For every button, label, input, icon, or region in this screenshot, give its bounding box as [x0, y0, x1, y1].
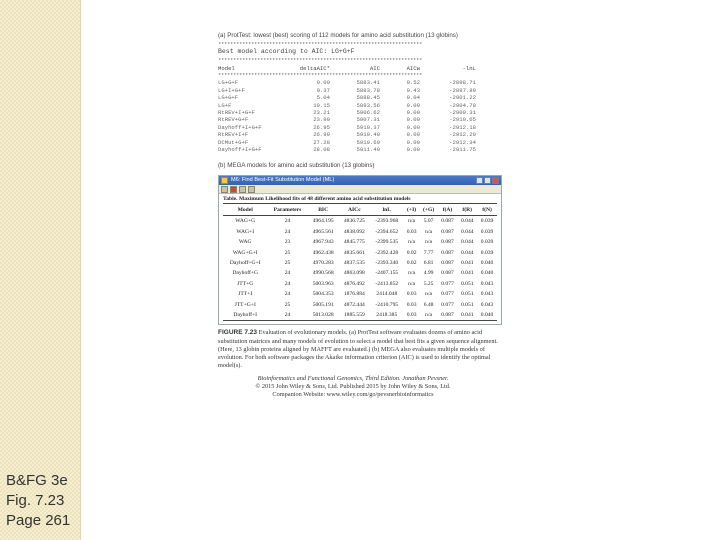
table-cell: 5883.41: [356, 79, 380, 87]
table-cell: -2898.71: [449, 79, 476, 87]
table-cell: 25: [284, 301, 291, 308]
figure-page: [218, 32, 500, 400]
table-cell: 0.087: [438, 310, 458, 321]
figure-caption-text: Evaluation of evolutionary models. (a) ProtTest software evaluates dozens of amino acid substitution matrices and many models of evolution to select a model that best fits a given sequence alignment. (Here, 13 globin proteins aligned by MAFFT are evaluated.) (b) MEGA also evaluates multiple models of evolution. For both software packages the Akaike information criterion (AIC) is used to identify the optimal model(s).: [218, 329, 498, 370]
table-cell: 5004.353: [312, 291, 334, 298]
table-cell: 0.37: [316, 86, 330, 94]
table-row: [223, 237, 497, 247]
table-cell: n/a: [425, 228, 432, 235]
close-icon[interactable]: [492, 177, 499, 184]
table-row: [223, 247, 497, 257]
table-row: [218, 102, 500, 109]
table-cell: 5.25: [423, 280, 434, 287]
table-cell: 0.00: [406, 101, 420, 109]
table-cell: 4872.444: [343, 301, 365, 308]
maximize-icon[interactable]: [484, 177, 491, 184]
table-cell: -2904.78: [449, 101, 476, 109]
table-cell: 0.077: [441, 301, 454, 308]
table-cell: 0.039: [480, 218, 494, 225]
table-row: [223, 216, 497, 227]
table-row: [223, 289, 497, 299]
table-cell: 4962.438: [312, 249, 334, 256]
table-cell: 6.48: [423, 301, 434, 308]
prottest-header: [218, 65, 500, 72]
table-cell: WAG+G+I: [232, 249, 258, 256]
table-cell: 6.81: [423, 260, 434, 267]
slide-reference: [6, 471, 70, 531]
table-cell: 0.03: [406, 228, 417, 235]
col-header: Model: [218, 65, 235, 72]
table-cell: -2399.535: [375, 239, 399, 246]
table-cell: -2897.89: [449, 86, 476, 94]
table-cell: 0.041: [457, 310, 477, 321]
table-cell: 0.087: [441, 239, 454, 246]
table-cell: -2911.75: [449, 145, 476, 153]
table-cell: 4836.725: [343, 218, 365, 225]
reference-line-page: Page 261: [6, 512, 71, 529]
figure-caption: [218, 329, 500, 370]
table-cell: 25: [284, 260, 291, 267]
col-header: (+G): [420, 204, 438, 216]
table-cell: 0.03: [406, 301, 417, 308]
table-cell: WAG+I: [236, 228, 255, 235]
mega-table: [223, 203, 497, 321]
table-cell: 23.21: [313, 108, 330, 116]
table-row: [223, 227, 497, 237]
table-cell: 0.043: [480, 280, 494, 287]
table-cell: 4964.195: [312, 218, 334, 225]
table-cell: 4835.661: [343, 249, 365, 256]
table-cell: -2909.31: [449, 108, 476, 116]
table-cell: n/a: [425, 291, 432, 298]
table-cell: JTT+G: [237, 280, 254, 287]
table-cell: RtREV+G+F: [218, 116, 249, 124]
col-header: deltaAIC*: [299, 65, 330, 72]
table-cell: 5907.31: [356, 116, 380, 124]
table-cell: 0.00: [406, 131, 420, 139]
table-cell: 0.041: [460, 270, 474, 277]
table-cell: 0.040: [477, 310, 497, 321]
table-cell: n/a: [425, 239, 432, 246]
table-cell: 0.03: [404, 310, 420, 321]
col-header: f(N): [477, 204, 497, 216]
table-row: [218, 146, 500, 153]
table-cell: -2410.795: [375, 301, 399, 308]
export-icon[interactable]: [230, 186, 237, 193]
table-cell: -2393.340: [375, 260, 399, 267]
table-cell: -2413.852: [375, 280, 399, 287]
table-cell: Dayhoff+G: [232, 270, 259, 277]
table-cell: 0.039: [480, 228, 494, 235]
table-cell: 0.051: [460, 301, 474, 308]
window-controls: [476, 177, 499, 184]
table-cell: 5910.37: [356, 123, 380, 131]
table-row: [223, 279, 497, 289]
table-cell: 0.087: [441, 260, 454, 267]
table-cell: 0.02: [406, 249, 417, 256]
table-cell: 0.00: [406, 116, 420, 124]
table-cell: Dayhoff+I: [223, 310, 267, 321]
table-cell: 0.044: [460, 228, 474, 235]
window-title: M6: Find Best-Fit Substitution Model (ML): [231, 177, 335, 184]
app-icon: [221, 177, 228, 184]
table-cell: -2901.22: [449, 94, 476, 102]
table-cell: LG+I+G+F: [218, 86, 245, 94]
col-header: f(R): [457, 204, 477, 216]
table-cell: 0.52: [406, 79, 420, 87]
table-cell: -2392.428: [375, 249, 399, 256]
table-cell: 0.039: [480, 249, 494, 256]
table-cell: 1885.559: [339, 310, 370, 321]
table-cell: 0.00: [406, 138, 420, 146]
decorative-sidebar: [0, 0, 81, 540]
table-cell: n/a: [420, 310, 438, 321]
table-cell: 5910.40: [356, 131, 380, 139]
table-cell: n/a: [408, 280, 416, 287]
table-cell: DCMut+G+F: [218, 138, 249, 146]
table-cell: 5888.45: [356, 94, 380, 102]
table-cell: 4990.568: [312, 270, 334, 277]
table-cell: RtREV+I+G+F: [218, 108, 255, 116]
table-cell: 0.087: [441, 228, 454, 235]
table-cell: LG+F: [218, 101, 232, 109]
reference-line-book: B&FG 3e: [6, 472, 68, 489]
table-cell: n/a: [408, 270, 416, 277]
table-cell: 24: [284, 228, 291, 235]
col-header: f(A): [438, 204, 458, 216]
figure-label: FIGURE 7.23: [218, 329, 258, 337]
table-cell: 23.90: [313, 116, 330, 124]
table-row: [218, 131, 500, 138]
table-cell: 5883.78: [356, 86, 380, 94]
table-cell: 5910.69: [356, 138, 380, 146]
col-header: -lnL: [462, 65, 476, 72]
panel-a-separator: ********************************************************************: [218, 57, 423, 64]
table-cell: 5893.56: [356, 101, 380, 109]
table-cell: RtREV+I+F: [218, 131, 249, 139]
table-cell: -2910.65: [449, 116, 476, 124]
panel-a-heading: (a) ProtTest: lowest (best) scoring of 112 models for amino acid substitution (13 globins): [218, 32, 458, 39]
table-cell: 0.051: [460, 280, 474, 287]
table-cell: 0.04: [406, 94, 420, 102]
table-cell: 26.95: [313, 123, 330, 131]
table-cell: LG+G+F: [218, 94, 239, 102]
col-header: AIC: [369, 65, 380, 72]
table-cell: -2393.968: [375, 218, 399, 225]
mega-table-header: [223, 204, 497, 216]
table-cell: 0.03: [406, 291, 417, 298]
table-row: [223, 258, 497, 268]
reference-line-figure: Fig. 7.23: [6, 492, 65, 509]
table-cell: 10.15: [313, 101, 330, 109]
table-cell: 0.044: [460, 239, 474, 246]
panel-a-separator: ********************************************************************: [218, 41, 423, 48]
table-cell: 24: [284, 270, 291, 277]
table-cell: 23: [284, 239, 291, 246]
table-cell: 2418.385: [370, 310, 404, 321]
col-header: Model: [223, 204, 267, 216]
table-cell: LG+G+F: [218, 79, 239, 87]
table-cell: n/a: [408, 218, 416, 225]
table-cell: 5003.963: [312, 280, 334, 287]
table-cell: 28.08: [313, 145, 330, 153]
table-cell: -2912.18: [449, 123, 476, 131]
panel-a-separator: ********************************************************************: [218, 72, 423, 80]
table-cell: 0.043: [480, 291, 494, 298]
credit-line: [218, 375, 488, 400]
table-cell: 4967.943: [312, 239, 334, 246]
table-cell: 4965.561: [312, 228, 334, 235]
table-cell: 0.044: [460, 249, 474, 256]
table-cell: Dayhoff+G+I: [229, 260, 261, 267]
table-cell: 0.040: [480, 260, 494, 267]
mega-table-title: Table. Maximum Likelihood fits of 48 different amino acid substitution models: [223, 196, 411, 203]
prottest-rows: [218, 79, 500, 153]
table-cell: 0.051: [460, 291, 474, 298]
table-cell: 26.99: [313, 131, 330, 139]
table-cell: 5005.191: [312, 301, 334, 308]
table-cell: JTT+G+I: [234, 301, 256, 308]
table-cell: 4876.492: [343, 280, 365, 287]
table-cell: 4845.775: [343, 239, 365, 246]
table-cell: 0.041: [460, 260, 474, 267]
table-cell: 25: [284, 249, 291, 256]
table-cell: -2394.652: [375, 228, 399, 235]
mega-window: [218, 175, 502, 325]
table-cell: 7.77: [423, 249, 434, 256]
table-cell: 24: [284, 280, 291, 287]
table-cell: 0.00: [406, 123, 420, 131]
table-row: [223, 310, 497, 321]
table-cell: 0.087: [441, 270, 454, 277]
table-cell: -2912.34: [449, 138, 476, 146]
table-cell: 24: [267, 310, 307, 321]
table-cell: 0.00: [316, 79, 330, 87]
table-cell: 4.99: [423, 270, 434, 277]
table-cell: 5911.49: [356, 145, 380, 153]
credit-copyright: © 2015 John Wiley & Sons, Ltd. Published 2015 by John Wiley & Sons, Ltd.: [255, 382, 451, 390]
minimize-icon[interactable]: [476, 177, 483, 184]
col-header: BIC: [308, 204, 339, 216]
table-cell: 5906.62: [356, 108, 380, 116]
col-header: AICc: [339, 204, 370, 216]
table-cell: 4863.098: [343, 270, 365, 277]
credit-website: Companion Website: www.wiley.com/go/pevsnerbioinformatics: [272, 391, 434, 399]
mega-titlebar: [219, 176, 501, 185]
col-header: lnL: [370, 204, 404, 216]
table-cell: 0.087: [441, 249, 454, 256]
col-header: AICw: [406, 65, 420, 72]
table-row: [218, 87, 500, 94]
table-cell: 0.02: [406, 260, 417, 267]
table-cell: 4970.283: [312, 260, 334, 267]
table-row: [218, 79, 500, 86]
table-cell: 0.077: [441, 280, 454, 287]
table-cell: WAG+G: [235, 218, 256, 225]
table-cell: 4837.535: [343, 260, 365, 267]
table-cell: 24: [284, 291, 291, 298]
table-row: [218, 116, 500, 123]
table-cell: 0.040: [480, 270, 494, 277]
table-row: [218, 94, 500, 101]
table-cell: WAG: [238, 239, 252, 246]
table-cell: Dayhoff+I+G+F: [218, 123, 262, 131]
table-row: [223, 268, 497, 278]
table-cell: -2912.20: [449, 131, 476, 139]
table-row: [223, 299, 497, 309]
copy-icon[interactable]: [248, 186, 255, 193]
mega-toolbar: [219, 185, 501, 194]
table-cell: Dayhoff+I+G+F: [218, 145, 262, 153]
table-row: [218, 139, 500, 146]
table-cell: 0.43: [406, 86, 420, 94]
table-cell: 27.28: [313, 138, 330, 146]
table-cell: JTT+I: [238, 291, 253, 298]
table-cell: 0.044: [460, 218, 474, 225]
panel-a-best-model: Best model according to AIC: LG+G+F: [218, 48, 355, 55]
panel-b-heading: (b) MEGA models for amino acid substitution (13 globins): [218, 162, 375, 170]
col-header: Parameters: [267, 204, 307, 216]
col-header: (+I): [404, 204, 420, 216]
table-row: [218, 124, 500, 131]
table-cell: 5.07: [423, 218, 434, 225]
table-cell: 0.077: [441, 291, 454, 298]
table-cell: n/a: [408, 239, 416, 246]
prottest-table: [218, 65, 500, 153]
table-cell: 5013.028: [308, 310, 339, 321]
table-cell: 1876.884: [343, 291, 365, 298]
table-cell: 24: [284, 218, 291, 225]
table-cell: -2407.155: [375, 270, 399, 277]
table-cell: 0.043: [480, 301, 494, 308]
save-icon[interactable]: [221, 186, 228, 193]
table-cell: 4838.092: [343, 228, 365, 235]
table-row: [218, 109, 500, 116]
table-cell: 0.087: [441, 218, 454, 225]
table-cell: 0.00: [406, 145, 420, 153]
table-cell: 2414.048: [376, 291, 398, 298]
mega-table-body: [223, 216, 497, 321]
table-cell: 0.00: [406, 108, 420, 116]
table-cell: 5.04: [316, 94, 330, 102]
credit-book: Bioinformatics and Functional Genomics, Third Edition. Jonathan Pevsner.: [257, 374, 449, 382]
print-icon[interactable]: [239, 186, 246, 193]
table-cell: 0.039: [480, 239, 494, 246]
